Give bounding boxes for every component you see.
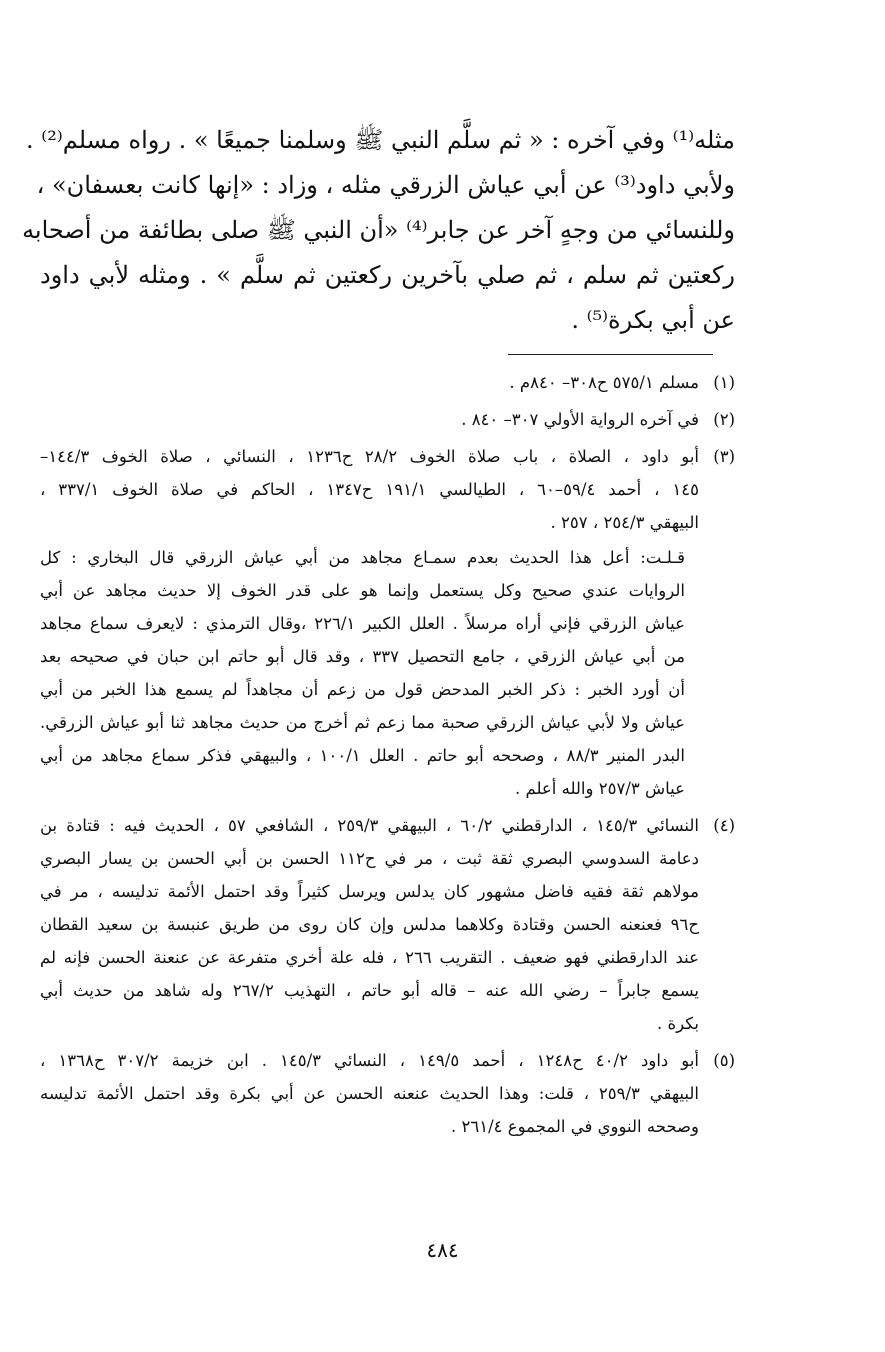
footnote-number: (٢) <box>713 410 735 429</box>
footnote-line: في آخره الرواية الأولي ٣٠٧– ٨٤٠ . <box>461 410 699 429</box>
footnote-separator <box>508 354 713 355</box>
comment-line: عياش ولا لأبي عياش الزرقي صحبة مما زعم ثم أخرج من حديث مجاهد ثنا أبو عياش الزرقي. <box>40 713 685 732</box>
comment-line: قـلـت: أعل هذا الحديث بعدم سمـاع مجاهد من أبي عياش الزرقي قال البخاري : كل <box>40 548 685 567</box>
main-text-line: عن أبي بكرة⁽⁵⁾ . <box>571 306 735 334</box>
main-text-line: ولأبي داود⁽³⁾ عن أبي عياش الزرقي مثله ، وزاد : «إنها كانت بعسفان» ، <box>36 171 735 199</box>
comment-line: من أبي عياش الزرقي ، جامع التحصيل ٣٣٧ ، وقد قال أبو حاتم ابن حبان في صحيحه بعد <box>40 647 685 666</box>
comment-line: عياش الزرقي فإني أراه مرسلاً . العلل الكبير ٢٢٦/١ ،وقال الترمذي : لايعرف سماع مجاهد <box>40 614 685 633</box>
footnote-line: بكرة . <box>657 1014 699 1033</box>
comment-line: البدر المنير ٨٨/٣ ، وصححه أبو حاتم . العلل ١٠٠/١ ، والبيهقي فذكر سماع مجاهد من أبي <box>40 746 685 765</box>
footnote-line: أبو داود ٤٠/٢ ح١٢٤٨ ، أحمد ١٤٩/٥ ، النسائي ١٤٥/٣ . ابن خزيمة ٣٠٧/٢ ح١٣٦٨ ، <box>40 1051 699 1070</box>
comment-line: عياش ٢٥٧/٣ والله أعلم . <box>514 779 685 798</box>
footnote-line: دعامة السدوسي البصري ثقة ثبت ، مر في ح١١٢ الحسن بن أبي الحسن بن يسار البصري <box>40 849 700 868</box>
comment-line: الروايات عندي صحيح وكل يستعمل وإنما هو على قدر الخوف إلا حديث مجاهد عن أبي <box>40 581 685 600</box>
footnote-2 <box>40 403 735 436</box>
footnote-line: البيهقي ٢٥٤/٣ ، ٢٥٧ . <box>550 513 699 532</box>
footnotes <box>40 366 735 1143</box>
footnote-line: النسائي ١٤٥/٣ ، الدارقطني ٦٠/٢ ، البيهقي ٢٥٩/٣ ، الشافعي ٥٧ ، الحديث فيه : قتادة بن <box>40 816 699 835</box>
footnote-line: مسلم ٥٧٥/١ ح٣٠٨– ٨٤٠م . <box>509 373 699 392</box>
footnote-line: البيهقي ٢٥٩/٣ ، قلت: وهذا الحديث عنعنه الحسن عن أبي بكرة وقد احتمل الأئمة تدليسه <box>40 1084 699 1103</box>
page-number: ٤٨٤ <box>426 1238 459 1262</box>
main-text-line: مثله⁽¹⁾ وفي آخره : « ثم سلَّم النبي ﷺ وسلمنا جميعًا » . رواه مسلم⁽²⁾ . <box>26 126 735 154</box>
footnote-number: (١) <box>713 373 735 392</box>
main-text-line: وللنسائي من وجهٍ آخر عن جابر⁽⁴⁾ «أن النبي ﷺ صلى بطائفة من أصحابه <box>22 216 735 244</box>
footnote-line: وصححه النووي في المجموع ٢٦١/٤ . <box>451 1117 699 1136</box>
footnote-line: يسمع جابراً – رضي الله عنه – قاله أبو حاتم ، التهذيب ٢٦٧/٢ وله شاهد من حديث أبي <box>40 981 699 1000</box>
footnote-number: (٥) <box>713 1051 735 1070</box>
footnote-number: (٣) <box>713 447 735 466</box>
footnote-3 <box>40 440 735 805</box>
footnote-comment <box>40 541 699 805</box>
footnote-4 <box>40 809 735 1040</box>
footnote-line: أبو داود ، الصلاة ، باب صلاة الخوف ٢٨/٢ ح١٢٣٦ ، النسائي ، صلاة الخوف ١٤٤/٣– <box>40 447 699 466</box>
footnote-line: ح٩٦ فعنعنه الحسن وقتادة وكلاهما مدلس وإن كان روى من طريق عنبسة بن سعيد القطان <box>40 915 699 934</box>
footnote-line: عند الدارقطني فهو ضعيف . التقريب ٢٦٦ ، فله علة أخري متفرعة عن عنعنة الحسن فإنه لم <box>40 948 699 967</box>
footnote-1 <box>40 366 735 399</box>
footnote-5 <box>40 1044 735 1143</box>
main-text-line: ركعتين ثم سلم ، ثم صلي بآخرين ركعتين ثم سلَّم » . ومثله لأبي داود <box>40 261 735 289</box>
footnote-line: ١٤٥ ، أحمد ٥٩/٤–٦٠ ، الطيالسي ١٩١/١ ح١٣٤٧ ، الحاكم في صلاة الخوف ٣٣٧/١ ، <box>40 480 700 499</box>
comment-line: أن أورد الخبر : ذكر الخبر المدحض قول من زعم أن مجاهداً لم يسمع هذا الخبر من أبي <box>40 680 685 699</box>
footnote-number: (٤) <box>713 816 735 835</box>
main-text <box>22 118 735 343</box>
footnote-line: مولاهم ثقة فقيه فاضل مشهور كان يدلس ويرسل كثيراً وقد احتمل الأئمة تدليسه ، مر في <box>40 882 699 901</box>
